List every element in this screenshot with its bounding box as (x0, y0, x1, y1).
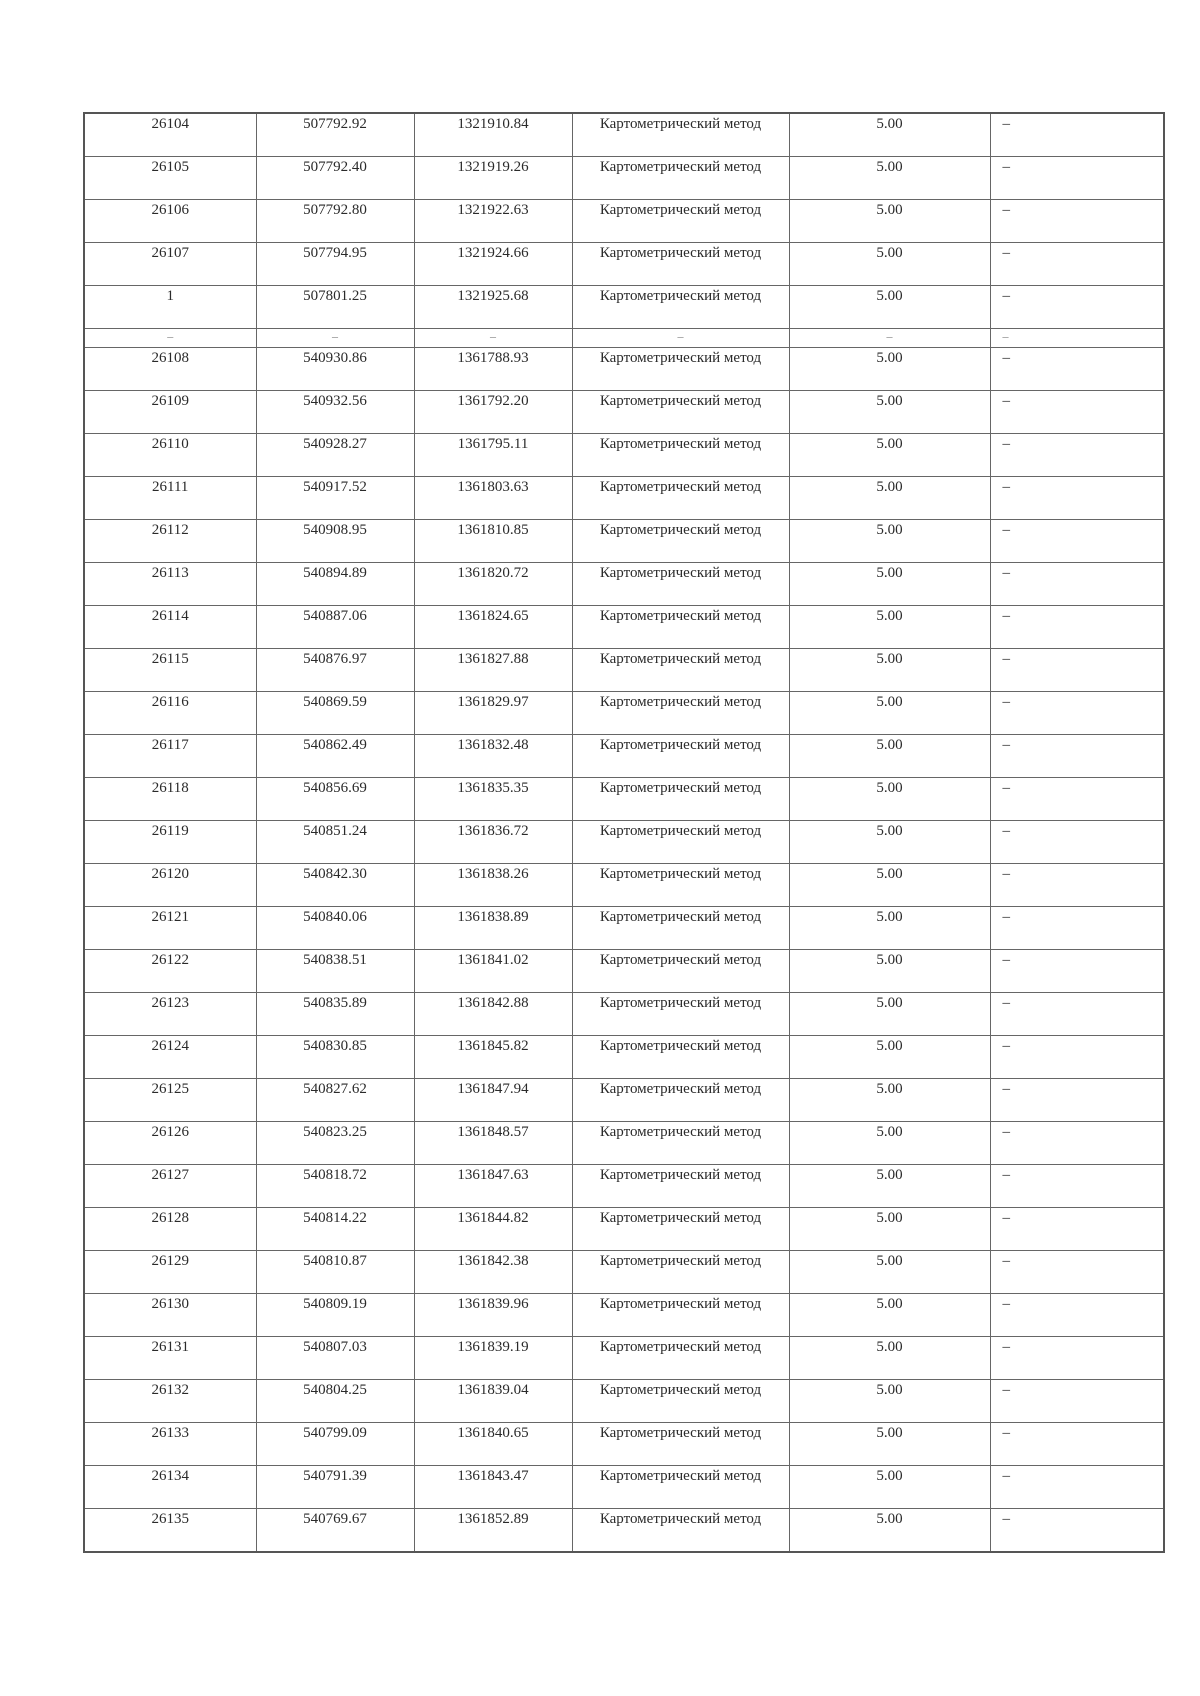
y-coordinate-cell: 1361803.63 (414, 477, 572, 520)
point-number-cell: 26129 (84, 1251, 256, 1294)
precision-cell: 5.00 (789, 113, 990, 157)
precision-cell: 5.00 (789, 735, 990, 778)
precision-cell: 5.00 (789, 1423, 990, 1466)
note-cell: – (990, 1165, 1164, 1208)
method-cell: Картометрический метод (572, 907, 789, 950)
precision-cell: 5.00 (789, 243, 990, 286)
table-row (84, 1423, 1164, 1466)
precision-cell: 5.00 (789, 950, 990, 993)
table-row (84, 649, 1164, 692)
precision-cell: 5.00 (789, 907, 990, 950)
note-cell: – (990, 157, 1164, 200)
precision-cell: 5.00 (789, 563, 990, 606)
method-cell: Картометрический метод (572, 286, 789, 329)
precision-cell: 5.00 (789, 1208, 990, 1251)
precision-cell: 5.00 (789, 778, 990, 821)
table-row (84, 778, 1164, 821)
point-number-cell: 26120 (84, 864, 256, 907)
precision-cell: 5.00 (789, 157, 990, 200)
y-coordinate-cell: 1361839.96 (414, 1294, 572, 1337)
point-number-cell: 26113 (84, 563, 256, 606)
precision-cell: 5.00 (789, 692, 990, 735)
precision-cell: 5.00 (789, 1165, 990, 1208)
method-cell: Картометрический метод (572, 1509, 789, 1553)
table-row (84, 348, 1164, 391)
table-row (84, 1337, 1164, 1380)
y-coordinate-cell: 1321910.84 (414, 113, 572, 157)
table-row (84, 286, 1164, 329)
precision-cell: 5.00 (789, 1251, 990, 1294)
note-cell: – (990, 200, 1164, 243)
point-number-cell: 26107 (84, 243, 256, 286)
table-row (84, 157, 1164, 200)
note-cell: – (990, 821, 1164, 864)
note-cell: – (990, 329, 1164, 348)
table-row (84, 606, 1164, 649)
point-number-cell: 26117 (84, 735, 256, 778)
point-number-cell: 26124 (84, 1036, 256, 1079)
point-number-cell: 26106 (84, 200, 256, 243)
table-row (84, 243, 1164, 286)
x-coordinate-cell: 540842.30 (256, 864, 414, 907)
table-row (84, 520, 1164, 563)
point-number-cell: 26114 (84, 606, 256, 649)
method-cell: Картометрический метод (572, 434, 789, 477)
point-number-cell: 26128 (84, 1208, 256, 1251)
table-row (84, 200, 1164, 243)
x-coordinate-cell: 540838.51 (256, 950, 414, 993)
method-cell: Картометрический метод (572, 200, 789, 243)
precision-cell: 5.00 (789, 821, 990, 864)
precision-cell: 5.00 (789, 1380, 990, 1423)
y-coordinate-cell: 1361839.04 (414, 1380, 572, 1423)
method-cell: Картометрический метод (572, 1165, 789, 1208)
y-coordinate-cell: – (414, 329, 572, 348)
table-row (84, 907, 1164, 950)
method-cell: Картометрический метод (572, 1294, 789, 1337)
method-cell: Картометрический метод (572, 1466, 789, 1509)
method-cell: Картометрический метод (572, 1079, 789, 1122)
x-coordinate-cell: 540908.95 (256, 520, 414, 563)
method-cell: Картометрический метод (572, 864, 789, 907)
x-coordinate-cell: 540894.89 (256, 563, 414, 606)
coordinates-table-body (84, 113, 1164, 1552)
table-row (84, 993, 1164, 1036)
note-cell: – (990, 391, 1164, 434)
table-row (84, 1294, 1164, 1337)
precision-cell: 5.00 (789, 1079, 990, 1122)
x-coordinate-cell: 540932.56 (256, 391, 414, 434)
precision-cell: 5.00 (789, 1509, 990, 1553)
x-coordinate-cell: 507792.92 (256, 113, 414, 157)
table-row (84, 391, 1164, 434)
x-coordinate-cell: 540917.52 (256, 477, 414, 520)
point-number-cell: 26133 (84, 1423, 256, 1466)
x-coordinate-cell: 540799.09 (256, 1423, 414, 1466)
x-coordinate-cell: 540887.06 (256, 606, 414, 649)
x-coordinate-cell: 540869.59 (256, 692, 414, 735)
method-cell: Картометрический метод (572, 1036, 789, 1079)
note-cell: – (990, 1079, 1164, 1122)
note-cell: – (990, 907, 1164, 950)
note-cell: – (990, 243, 1164, 286)
x-coordinate-cell: 540810.87 (256, 1251, 414, 1294)
y-coordinate-cell: 1361838.26 (414, 864, 572, 907)
note-cell: – (990, 864, 1164, 907)
table-row (84, 1380, 1164, 1423)
x-coordinate-cell: 540818.72 (256, 1165, 414, 1208)
y-coordinate-cell: 1361842.88 (414, 993, 572, 1036)
table-row (84, 950, 1164, 993)
method-cell: Картометрический метод (572, 993, 789, 1036)
y-coordinate-cell: 1361810.85 (414, 520, 572, 563)
point-number-cell: 26115 (84, 649, 256, 692)
precision-cell: 5.00 (789, 1337, 990, 1380)
x-coordinate-cell: 540830.85 (256, 1036, 414, 1079)
x-coordinate-cell: 540791.39 (256, 1466, 414, 1509)
table-row (84, 477, 1164, 520)
table-row (84, 1208, 1164, 1251)
method-cell: Картометрический метод (572, 1208, 789, 1251)
point-number-cell: 26108 (84, 348, 256, 391)
point-number-cell: 26118 (84, 778, 256, 821)
note-cell: – (990, 606, 1164, 649)
note-cell: – (990, 1509, 1164, 1553)
table-row (84, 434, 1164, 477)
x-coordinate-cell: 540930.86 (256, 348, 414, 391)
precision-cell: 5.00 (789, 391, 990, 434)
precision-cell: – (789, 329, 990, 348)
note-cell: – (990, 434, 1164, 477)
x-coordinate-cell: 540769.67 (256, 1509, 414, 1553)
x-coordinate-cell: 540856.69 (256, 778, 414, 821)
point-number-cell: 26109 (84, 391, 256, 434)
note-cell: – (990, 286, 1164, 329)
table-row (84, 735, 1164, 778)
y-coordinate-cell: 1361829.97 (414, 692, 572, 735)
y-coordinate-cell: 1361792.20 (414, 391, 572, 434)
point-number-cell: 26110 (84, 434, 256, 477)
x-coordinate-cell: 507801.25 (256, 286, 414, 329)
method-cell: Картометрический метод (572, 520, 789, 563)
y-coordinate-cell: 1361847.63 (414, 1165, 572, 1208)
x-coordinate-cell: 540840.06 (256, 907, 414, 950)
point-number-cell: 26121 (84, 907, 256, 950)
note-cell: – (990, 1251, 1164, 1294)
y-coordinate-cell: 1361839.19 (414, 1337, 572, 1380)
point-number-cell: 1 (84, 286, 256, 329)
point-number-cell: 26135 (84, 1509, 256, 1553)
point-number-cell: 26112 (84, 520, 256, 563)
note-cell: – (990, 1122, 1164, 1165)
precision-cell: 5.00 (789, 477, 990, 520)
method-cell: Картометрический метод (572, 1380, 789, 1423)
method-cell: Картометрический метод (572, 348, 789, 391)
y-coordinate-cell: 1361845.82 (414, 1036, 572, 1079)
method-cell: Картометрический метод (572, 735, 789, 778)
point-number-cell: 26122 (84, 950, 256, 993)
x-coordinate-cell: 540928.27 (256, 434, 414, 477)
y-coordinate-cell: 1361842.38 (414, 1251, 572, 1294)
y-coordinate-cell: 1361847.94 (414, 1079, 572, 1122)
note-cell: – (990, 348, 1164, 391)
table-row (84, 1079, 1164, 1122)
x-coordinate-cell: 540851.24 (256, 821, 414, 864)
note-cell: – (990, 477, 1164, 520)
method-cell: Картометрический метод (572, 563, 789, 606)
coordinates-table (83, 112, 1165, 1553)
method-cell: – (572, 329, 789, 348)
note-cell: – (990, 1208, 1164, 1251)
table-separator-row (84, 329, 1164, 348)
y-coordinate-cell: 1361820.72 (414, 563, 572, 606)
x-coordinate-cell: 507792.40 (256, 157, 414, 200)
y-coordinate-cell: 1321925.68 (414, 286, 572, 329)
point-number-cell: 26126 (84, 1122, 256, 1165)
x-coordinate-cell: 540827.62 (256, 1079, 414, 1122)
method-cell: Картометрический метод (572, 692, 789, 735)
x-coordinate-cell: 540807.03 (256, 1337, 414, 1380)
precision-cell: 5.00 (789, 200, 990, 243)
point-number-cell: – (84, 329, 256, 348)
y-coordinate-cell: 1361788.93 (414, 348, 572, 391)
table-row (84, 1251, 1164, 1294)
method-cell: Картометрический метод (572, 778, 789, 821)
note-cell: – (990, 520, 1164, 563)
x-coordinate-cell: 540835.89 (256, 993, 414, 1036)
point-number-cell: 26105 (84, 157, 256, 200)
table-row (84, 1165, 1164, 1208)
x-coordinate-cell: 507792.80 (256, 200, 414, 243)
table-row (84, 1466, 1164, 1509)
table-row (84, 563, 1164, 606)
point-number-cell: 26134 (84, 1466, 256, 1509)
note-cell: – (990, 1466, 1164, 1509)
point-number-cell: 26111 (84, 477, 256, 520)
x-coordinate-cell: 540862.49 (256, 735, 414, 778)
note-cell: – (990, 1423, 1164, 1466)
note-cell: – (990, 692, 1164, 735)
y-coordinate-cell: 1361841.02 (414, 950, 572, 993)
table-row (84, 821, 1164, 864)
method-cell: Картометрический метод (572, 1423, 789, 1466)
note-cell: – (990, 1380, 1164, 1423)
precision-cell: 5.00 (789, 1294, 990, 1337)
x-coordinate-cell: 507794.95 (256, 243, 414, 286)
precision-cell: 5.00 (789, 1036, 990, 1079)
table-row (84, 692, 1164, 735)
note-cell: – (990, 1036, 1164, 1079)
y-coordinate-cell: 1361832.48 (414, 735, 572, 778)
method-cell: Картометрический метод (572, 606, 789, 649)
method-cell: Картометрический метод (572, 157, 789, 200)
table-row (84, 1509, 1164, 1553)
method-cell: Картометрический метод (572, 1337, 789, 1380)
method-cell: Картометрический метод (572, 1122, 789, 1165)
y-coordinate-cell: 1361848.57 (414, 1122, 572, 1165)
point-number-cell: 26132 (84, 1380, 256, 1423)
y-coordinate-cell: 1361795.11 (414, 434, 572, 477)
x-coordinate-cell: – (256, 329, 414, 348)
y-coordinate-cell: 1361852.89 (414, 1509, 572, 1553)
y-coordinate-cell: 1361838.89 (414, 907, 572, 950)
point-number-cell: 26127 (84, 1165, 256, 1208)
point-number-cell: 26104 (84, 113, 256, 157)
precision-cell: 5.00 (789, 649, 990, 692)
note-cell: – (990, 649, 1164, 692)
precision-cell: 5.00 (789, 993, 990, 1036)
table-row (84, 864, 1164, 907)
precision-cell: 5.00 (789, 348, 990, 391)
point-number-cell: 26125 (84, 1079, 256, 1122)
x-coordinate-cell: 540809.19 (256, 1294, 414, 1337)
method-cell: Картометрический метод (572, 243, 789, 286)
method-cell: Картометрический метод (572, 477, 789, 520)
note-cell: – (990, 563, 1164, 606)
note-cell: – (990, 950, 1164, 993)
y-coordinate-cell: 1361836.72 (414, 821, 572, 864)
method-cell: Картометрический метод (572, 1251, 789, 1294)
point-number-cell: 26116 (84, 692, 256, 735)
precision-cell: 5.00 (789, 1122, 990, 1165)
y-coordinate-cell: 1361835.35 (414, 778, 572, 821)
point-number-cell: 26123 (84, 993, 256, 1036)
method-cell: Картометрический метод (572, 821, 789, 864)
precision-cell: 5.00 (789, 286, 990, 329)
table-row (84, 113, 1164, 157)
note-cell: – (990, 778, 1164, 821)
y-coordinate-cell: 1361843.47 (414, 1466, 572, 1509)
method-cell: Картометрический метод (572, 391, 789, 434)
y-coordinate-cell: 1321924.66 (414, 243, 572, 286)
point-number-cell: 26130 (84, 1294, 256, 1337)
note-cell: – (990, 993, 1164, 1036)
note-cell: – (990, 113, 1164, 157)
table-row (84, 1122, 1164, 1165)
y-coordinate-cell: 1361840.65 (414, 1423, 572, 1466)
y-coordinate-cell: 1361844.82 (414, 1208, 572, 1251)
x-coordinate-cell: 540823.25 (256, 1122, 414, 1165)
x-coordinate-cell: 540876.97 (256, 649, 414, 692)
y-coordinate-cell: 1321922.63 (414, 200, 572, 243)
x-coordinate-cell: 540804.25 (256, 1380, 414, 1423)
y-coordinate-cell: 1321919.26 (414, 157, 572, 200)
method-cell: Картометрический метод (572, 649, 789, 692)
note-cell: – (990, 1337, 1164, 1380)
note-cell: – (990, 735, 1164, 778)
x-coordinate-cell: 540814.22 (256, 1208, 414, 1251)
table-row (84, 1036, 1164, 1079)
note-cell: – (990, 1294, 1164, 1337)
point-number-cell: 26119 (84, 821, 256, 864)
precision-cell: 5.00 (789, 520, 990, 563)
y-coordinate-cell: 1361827.88 (414, 649, 572, 692)
precision-cell: 5.00 (789, 434, 990, 477)
method-cell: Картометрический метод (572, 113, 789, 157)
precision-cell: 5.00 (789, 606, 990, 649)
precision-cell: 5.00 (789, 1466, 990, 1509)
point-number-cell: 26131 (84, 1337, 256, 1380)
method-cell: Картометрический метод (572, 950, 789, 993)
precision-cell: 5.00 (789, 864, 990, 907)
y-coordinate-cell: 1361824.65 (414, 606, 572, 649)
